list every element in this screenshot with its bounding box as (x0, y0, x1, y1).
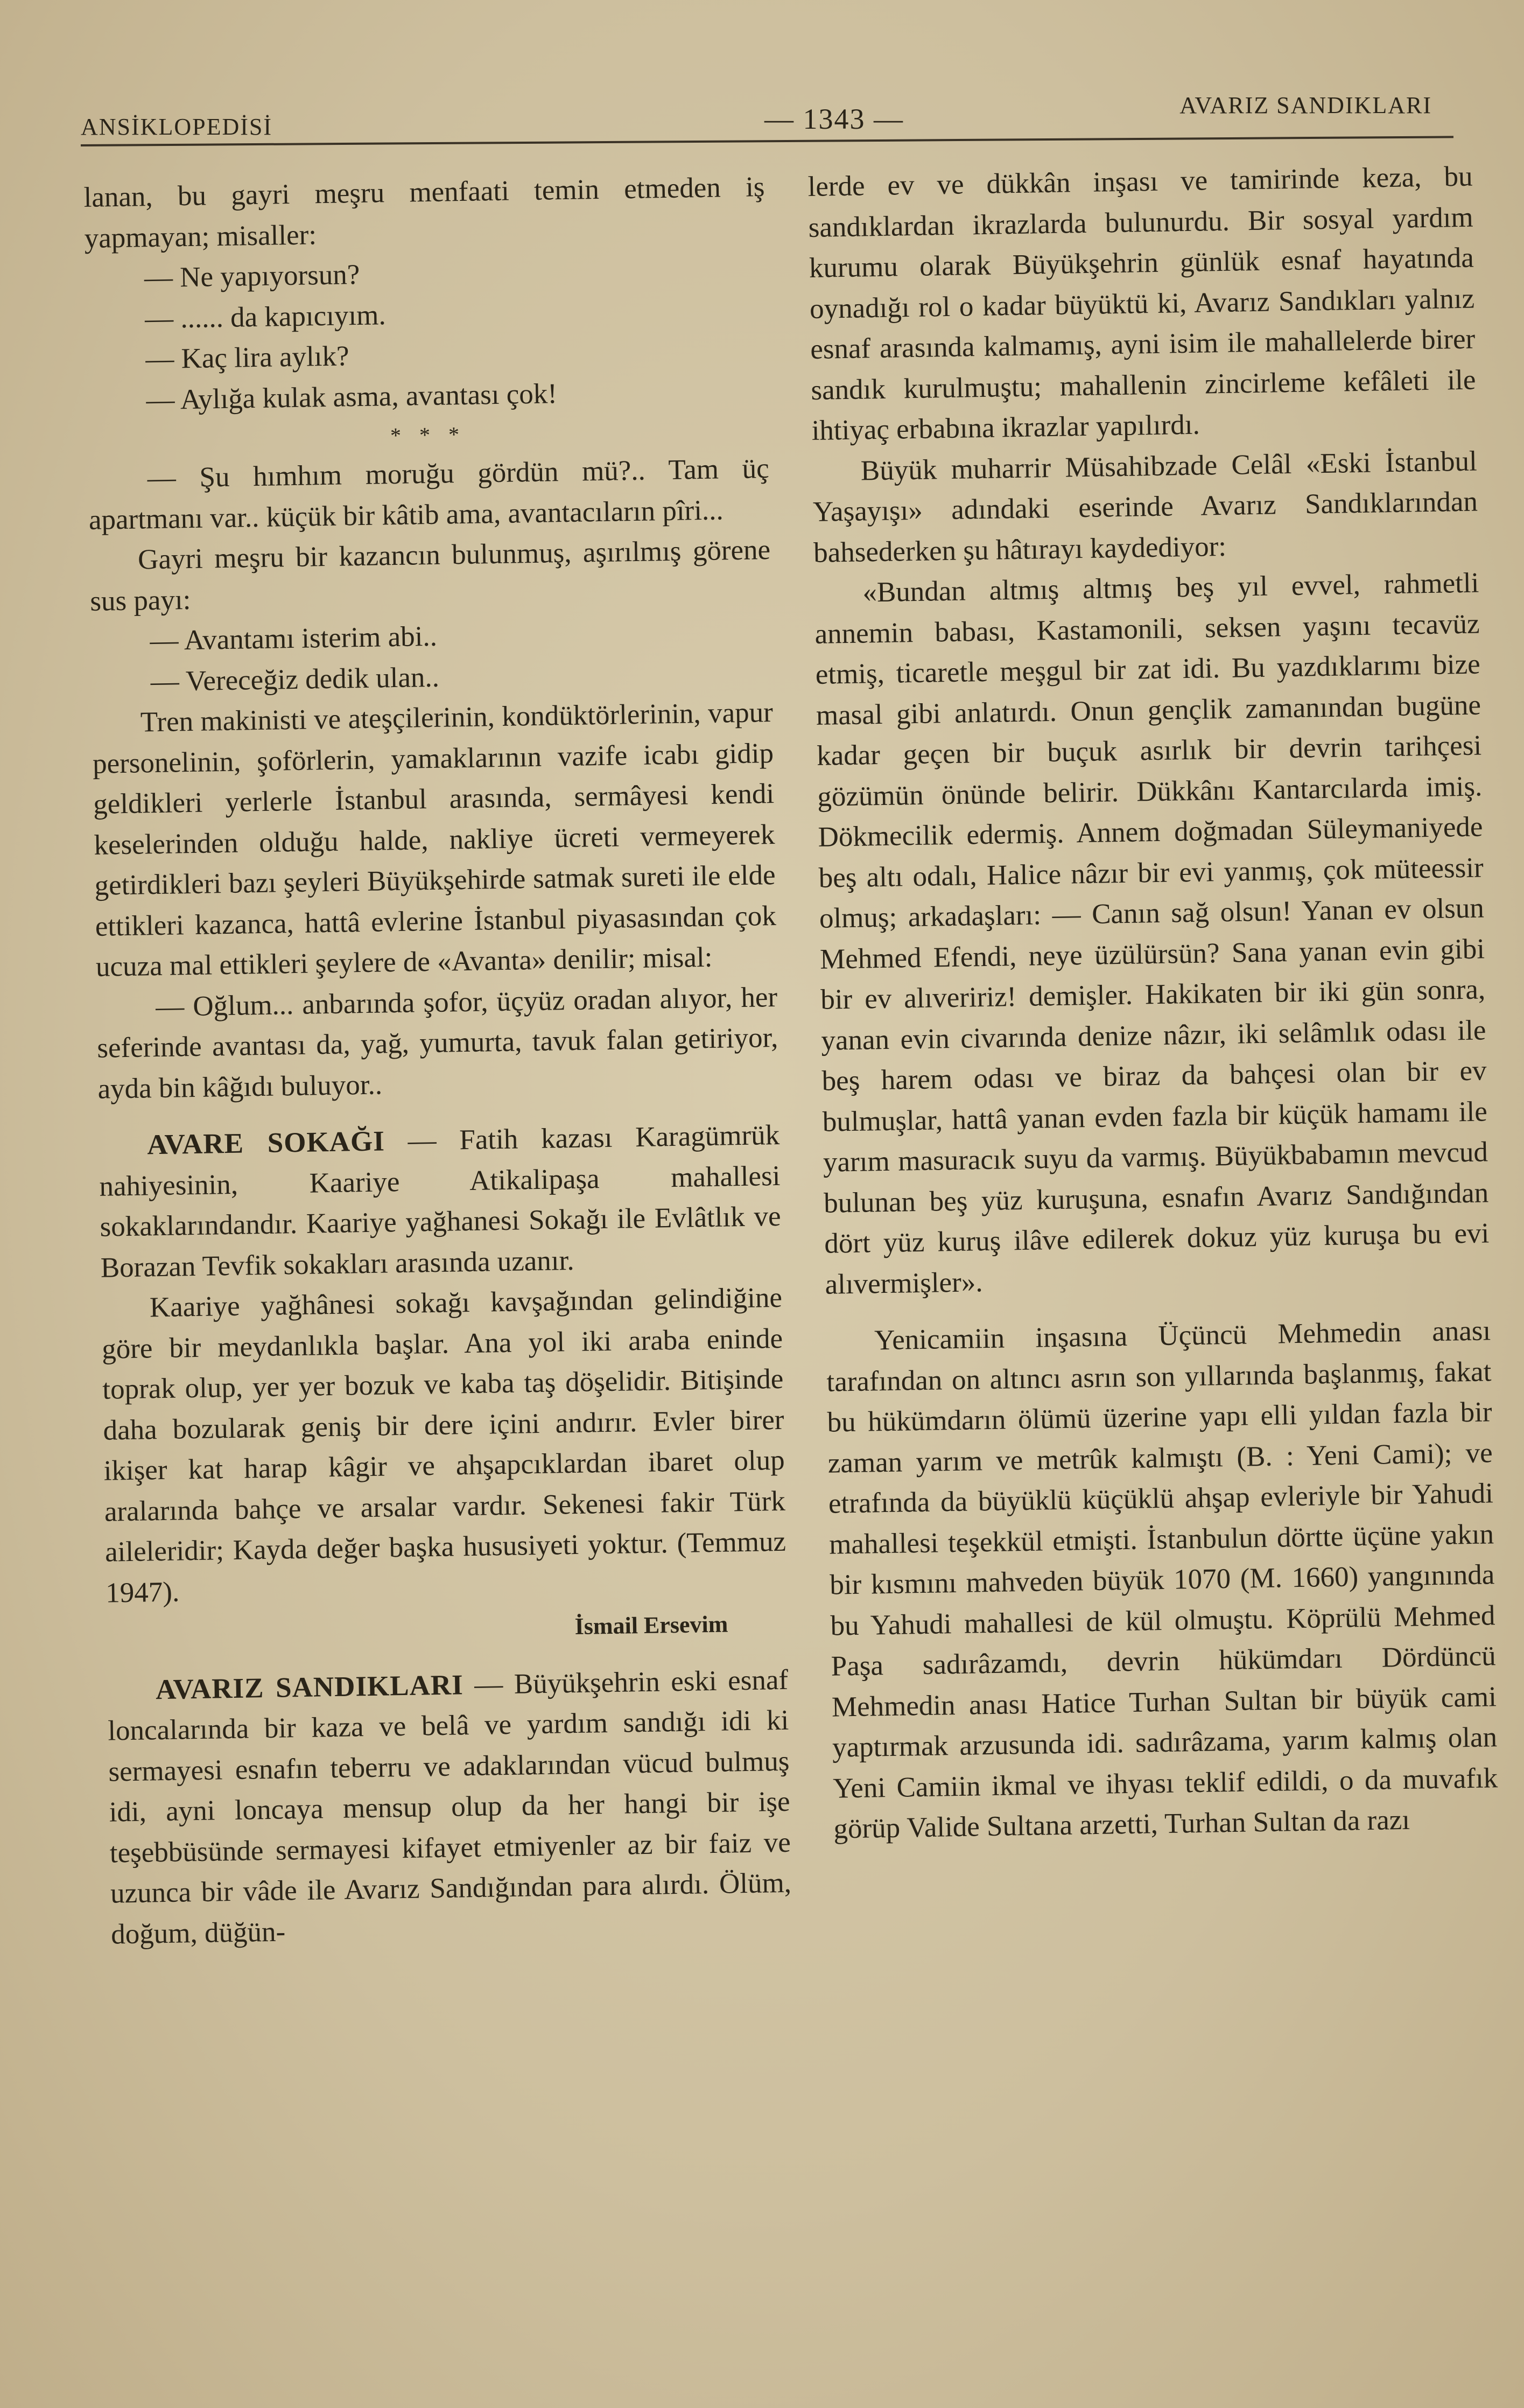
dialogue-line: — Kaç lira aylık? (145, 340, 349, 375)
paragraph: Büyük muharrir Müsahibzade Celâl «Eski İstanbul Yaşayışı» adındaki eserinde Avarız Sandıklarından bahsederken şu hâtırayı kaydediyor: (812, 445, 1478, 569)
paragraph: lerde ev ve dükkân inşası ve tamirinde keza, bu sandıklardan ikrazlarda bulunurdu. Bir sosyal yardım kurumu olarak Büyükşehrin günlük esnaf hayatında oynadığı rol o kadar büyüktü ki, Avarız Sandıkları yalnız esnaf arasında kalmamış, ayni isim ile mahallelerde birer sandık kurulmuştu; mahallenin zincirleme kefâleti ile ihtiyaç erbabına ikrazlar yapılırdı. (807, 160, 1476, 446)
section-separator: * * * (390, 422, 466, 448)
entry-text: — Fatih kazası Karagümrük nahiyesinin, Kaariye Atikalipaşa mahallesi sokaklarındandır. Kaariye yağhanesi Sokağı ile Evlâtlık ve Borazan Tevfik sokakları arasında uzanır. (99, 1119, 781, 1284)
dialogue-line: — Şu hımhım moruğu gördün mü?.. Tam üç apartmanı var.. küçük bir kâtib ama, avantacıların pîri... (88, 453, 770, 536)
author-signature: İsmail Ersevim (574, 1611, 728, 1640)
paragraph: Gayri meşru bir kazancın bulunmuş, aşırılmış görene sus payı: (89, 534, 771, 617)
entry-avare-sokagi (99, 1115, 782, 1289)
entry-heading: AVARE SOKAĞI (146, 1125, 385, 1161)
header-encyclopedia-title: ANSİKLOPEDİSİ (81, 114, 272, 140)
dialogue-line: — Vereceğiz dedik ulan.. (150, 661, 440, 697)
dialogue-line: — Ne yapıyorsun? (144, 258, 360, 294)
header-rule (81, 136, 1453, 146)
right-column (807, 157, 1499, 1850)
page-number: — 1343 — (764, 103, 904, 135)
dialogue-line: — Aylığa kulak asma, avantası çok! (146, 377, 558, 416)
dialogue-line: — Avantamı isterim abi.. (150, 620, 438, 657)
header-entry-title: AVARIZ SANDIKLARI (1179, 92, 1432, 118)
dialogue-line: — ...... da kapıcıyım. (144, 299, 387, 334)
page-header (81, 81, 1453, 140)
dialogue-line: — Oğlum... anbarında şofor, üçyüz oradan alıyor, her seferinde avantası da, yağ, yumurta, tavuk falan getiriyor, ayda bin kâğıdı buluyor.. (96, 981, 778, 1105)
quotation: «Bundan altmış altmış beş yıl evvel, rahmetli annemin babası, Kastamonili, seksen yaşını tecavüz etmiş, ticaretle meşgul bir zat idi. Bu yazdıklarımı bize masal gibi anlatırdı. Onun gençlik zamanından bugüne kadar geçen bir buçuk asırlık bir devrin tarihçesi gözümün önünde belirir. Dükkânı Kantarcılarda imiş. Dökmecilik edermiş. Annem doğmadan Süleymaniyede beş altı odalı, Halice nâzır bir evi yanmış, çok müteessir olmuş; arkadaşları: — Canın sağ olsun! Yanan ev olsun Mehmed Efendi, neye üzülürsün? Sana yanan evin gibi bir ev alıveririz! demişler. Hakikaten bir iki gün sonra, yanan evin civarında denize nâzır, iki selâmlık odası ile beş harem odası ve biraz da bahçesi olan bir ev bulmuşlar, hattâ yanan evden fazla bir küçük hamamı ile yarım masuracık suyu da varmış. Büyükbabamın mevcud bulunan beş yüz kuruşuna, esnafın Avarız Sandığından dört yüz kuruş ilâve edilerek dokuz yüz kuruşa bu evi alıvermişler». (814, 567, 1490, 1300)
paragraph: Tren makinisti ve ateşçilerinin, kondüktörlerinin, vapur personelinin, şoförlerin, yamaklarının vazife icabı gidip geldikleri yerlerle İstanbul arasında, sermâyesi kendi keselerinden olduğu halde, nakliye ücreti vermeyerek getirdikleri bazı şeyleri Büyükşehirde satmak sureti ile elde ettikleri kazanca, hattâ evlerine İstanbul piyasasından çok ucuza mal ettikleri şeylere de «Avanta» denilir; misal: (92, 697, 777, 983)
paragraph: Yenicamiin inşasına Üçüncü Mehmedin anası tarafından on altıncı asrın son yıllarında başlanmış, fakat bu hükümdarın ölümü üzerine yapı elli yıldan fazla bir zaman yarım ve metrûk kalmıştı (B. : Yeni Cami); ve etrafında da büyüklü küçüklü ahşap evleriyle bir Yahudi mahallesi teşekkül etmişti. İstanbulun dörtte üçüne yakın bir kısmını mahveden büyük 1070 (M. 1660) yangınında bu Yahudi mahallesi de kül olmuştu. Köprülü Mehmed Paşa sadırâzamdı, devrin hükümdarı Dördüncü Mehmedin anası Hatice Turhan Sultan bir büyük cami yaptırmak arzusunda idi. sadırâzama, yarım kalmış olan Yeni Camiin ikmal ve ihyası teklif edildi, o da muvafık görüp Valide Sultana arzetti, Turhan Sultan da razı (826, 1315, 1498, 1845)
entry-avariz-sandiklari (107, 1660, 792, 1955)
paragraph: lanan, bu gayri meşru menfaati temin etmeden iş yapmayan; misaller: (83, 171, 765, 254)
paragraph: Kaariye yağhânesi sokağı kavşağından gelindiğine göre bir meydanlıkla başlar. Ana yol iki araba eninde toprak olup, yer yer bozuk ve kaba taş döşelidir. Bitişinde daha bozularak geniş bir dere içini andırır. Evler birer ikişer kat harap kâgir ve ahşapcıklardan ibaret olup aralarında bahçe ve arsalar vardır. Sekenesi fakir Türk aileleridir; Kayda değer başka hususiyeti yoktur. (Temmuz 1947). (101, 1282, 786, 1609)
entry-heading: AVARIZ SANDIKLARI (155, 1669, 464, 1705)
entry-text: — Büyükşehrin eski esnaf loncalarında bir kaza ve belâ ve yardım sandığı idi ki sermayesi esnafın teberru ve adaklarından vücud bulmuş idi, ayni loncaya mensup olup da her hangi bir işe teşebbüsünde sermayesi kifayet etmiyenler az bir faiz ve uzunca bir vâde ile Avarız Sandığından para alırdı. Ölüm, doğum, düğün- (107, 1664, 792, 1950)
left-column (83, 167, 792, 1955)
